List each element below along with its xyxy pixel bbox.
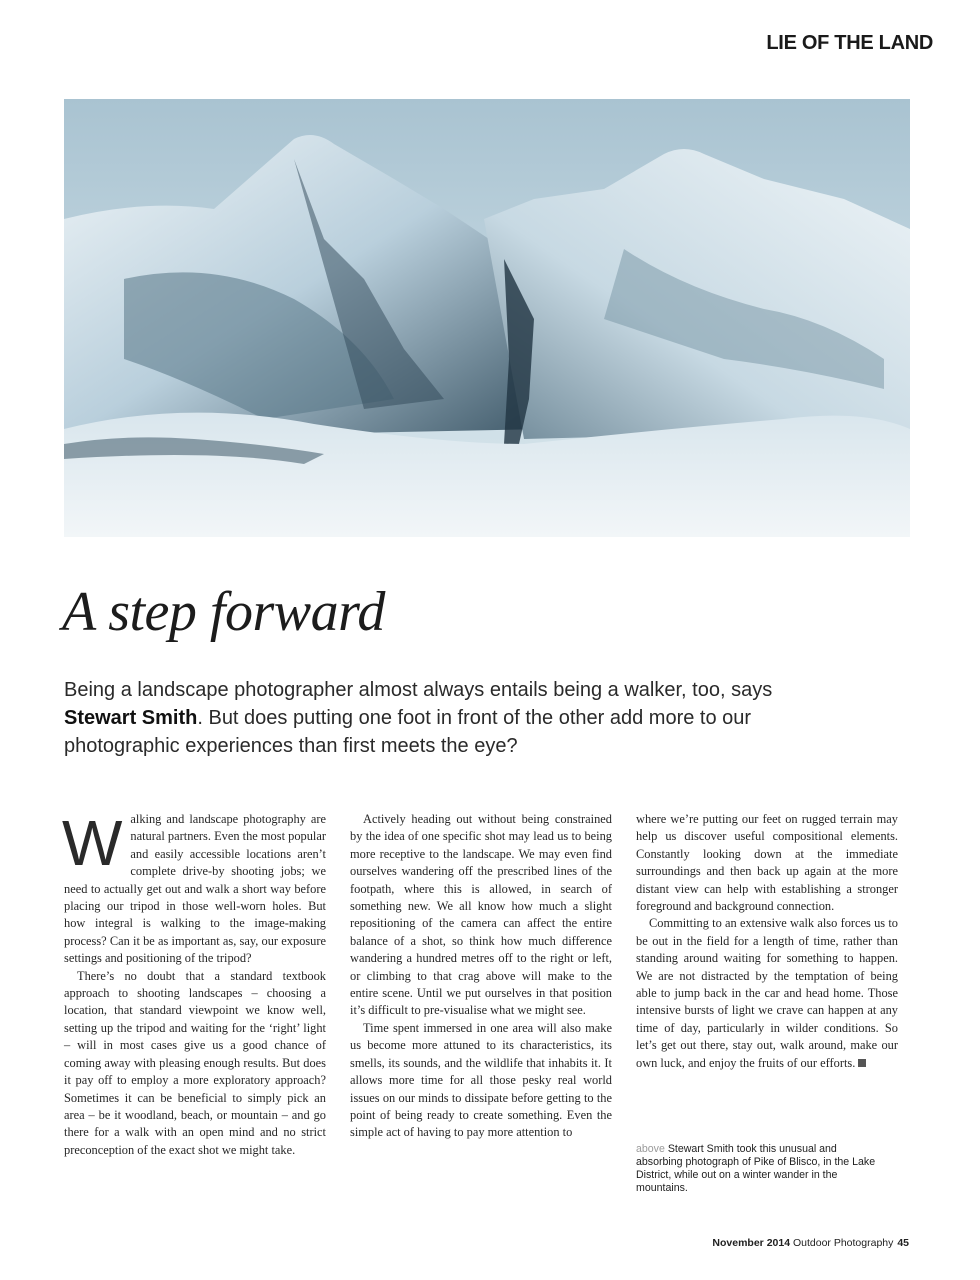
- issue-date: November 2014: [712, 1237, 791, 1249]
- standfirst-text: Being a landscape photographer almost always entails being a walker, too, says: [64, 679, 773, 701]
- mountain-photo: [64, 99, 910, 537]
- snowy-mountain-image: [64, 99, 910, 537]
- photo-caption: [636, 1143, 886, 1195]
- body-column-2: [350, 811, 612, 1142]
- drop-cap: W: [62, 807, 123, 879]
- author-name: Stewart Smith: [64, 707, 198, 729]
- section-label: LIE OF THE LAND: [766, 32, 933, 54]
- standfirst-text-continued: . But does putting one foot in front of the other add more to our photographic experiences than first meets the eye?: [64, 707, 752, 757]
- body-paragraph-text: Committing to an extensive walk also forces us to be out in the field for a length of time, rather than standing around waiting for something to happen. We are not distracted by the temptation of being able to jump back in the car and head home. Those intensive bursts of light we crave can happen at any time of day, particularly in wilder conditions. So let’s get out there, stay out, walk around, make our own luck, and enjoy the fruits of our efforts.: [636, 916, 898, 1070]
- body-paragraph: Actively heading out without being constrained by the idea of one specific shot may lead us to being more receptive to the landscape. We may even find ourselves wandering off the prescribed lines of the footpath, where this is allowed, in search of something new. We all know how much a slight repositioning of the camera can affect the entire balance of a shot, so think how much difference wandering a hundred metres off to the right or left, or climbing to that crag above will make to the entire scene. Until we put ourselves in that position it’s difficult to pre-visualise what we might see.: [350, 812, 612, 1018]
- caption-text: Stewart Smith took this unusual and absorbing photograph of Pike of Blisco, in the Lake District, while out on a winter wander in the mountains.: [636, 1143, 876, 1194]
- body-paragraph-final: [636, 915, 898, 1072]
- caption-label: above: [636, 1143, 665, 1155]
- body-column-1: [62, 807, 326, 1159]
- magazine-name: Outdoor Photography: [790, 1237, 897, 1249]
- body-paragraph: where we’re putting our feet on rugged terrain may help us discover useful compositional elements. Constantly looking down at the immediate surroundings and then back up again at the more distant view can help with establishing a stronger foreground and background connection.: [636, 812, 898, 914]
- standfirst: [64, 676, 784, 760]
- body-paragraph: alking and landscape photography are natural partners. Even the most popular and easily accessible locations aren’t complete drive-by shooting jobs; we need to actually get out and walk a short way before placing our tripod in those well-worn holes. But how integral is walking to the image-making process? Can it be as important as, say, our exposure settings and positioning of the tripod?: [64, 812, 326, 966]
- headline: A step forward: [62, 581, 385, 643]
- page-number: 45: [897, 1237, 909, 1249]
- body-paragraph: Time spent immersed in one area will also make us become more attuned to its characteristics, its smells, its sounds, and the wildlife that inhabits it. It allows more time for all those pesky real world issues on our minds to dissipate before getting to the point of being ready to create something. Even the simple act of having to pay more attention to: [350, 1020, 612, 1140]
- page-footer: [712, 1237, 909, 1249]
- body-column-3: [636, 811, 898, 1072]
- end-mark-icon: [858, 1059, 866, 1067]
- body-paragraph: There’s no doubt that a standard textbook approach to shooting landscapes – choosing a location, that standard viewpoint we know well, setting up the tripod and waiting for the ‘right’ light – will in most cases give us a good chance of coming away with pleasing enough results. But does it pay off to employ a more exploratory approach? Sometimes it can be beneficial to simply pick an area – be it woodland, beach, or mountain – and go there for a walk with an open mind and no strict preconception of the exact shot we might take.: [64, 968, 326, 1157]
